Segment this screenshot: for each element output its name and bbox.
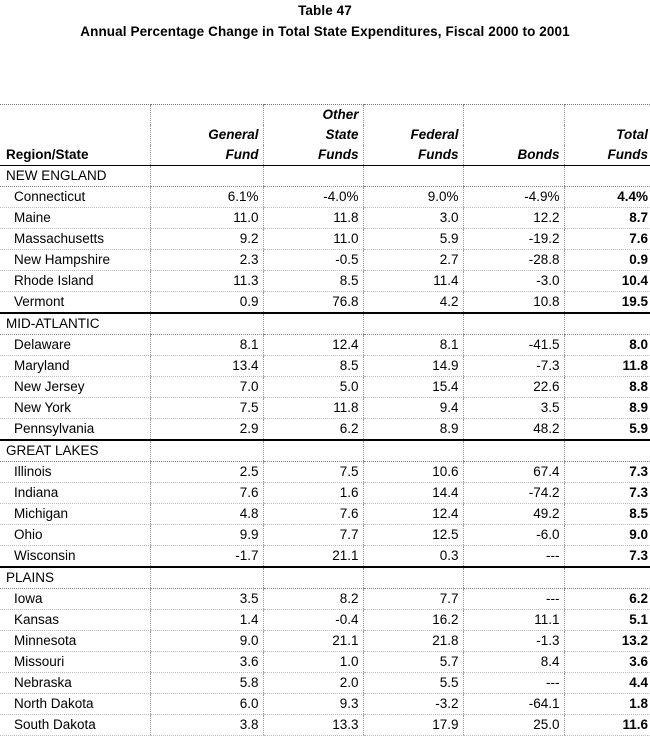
federal-cell: 2.7: [363, 250, 463, 271]
federal-cell: 3.0: [363, 208, 463, 229]
table-row: [0, 229, 650, 250]
other-cell: 7.7: [263, 525, 363, 546]
state-name: Ohio: [0, 525, 150, 546]
total-cell: 11.6: [564, 715, 650, 736]
state-name: Indiana: [0, 483, 150, 504]
table-row: [0, 208, 650, 229]
header-federal-3: Funds: [363, 145, 463, 166]
header-other-1: Other: [263, 105, 363, 126]
general-cell: 0.9: [150, 292, 263, 314]
region-empty-cell: [150, 567, 263, 589]
table-row: [0, 271, 650, 292]
other-cell: -0.5: [263, 250, 363, 271]
table-row: [0, 398, 650, 419]
region-label: NEW ENGLAND: [0, 166, 150, 187]
other-cell: -0.4: [263, 610, 363, 631]
table-row: [0, 673, 650, 694]
region-empty-cell: [263, 166, 363, 187]
region-empty-cell: [463, 567, 564, 589]
header-general-1: [150, 105, 263, 126]
bonds-cell: -6.0: [463, 525, 564, 546]
table-number: Table 47: [298, 3, 352, 18]
region-row: [0, 567, 650, 589]
general-cell: 7.5: [150, 398, 263, 419]
header-other-3: Funds: [263, 145, 363, 166]
total-cell: 1.8: [564, 694, 650, 715]
total-cell: 8.7: [564, 208, 650, 229]
bonds-cell: 10.8: [463, 292, 564, 314]
table-row: [0, 715, 650, 736]
total-cell: 10.4: [564, 271, 650, 292]
region-empty-cell: [150, 313, 263, 335]
total-cell: 5.1: [564, 610, 650, 631]
table-row: [0, 356, 650, 377]
bonds-cell: ---: [463, 546, 564, 568]
other-cell: 12.4: [263, 335, 363, 356]
general-cell: 3.6: [150, 652, 263, 673]
state-name: Kansas: [0, 610, 150, 631]
region-empty-cell: [263, 440, 363, 462]
table-row: [0, 335, 650, 356]
region-row: [0, 313, 650, 335]
federal-cell: 0.3: [363, 546, 463, 568]
header-federal-2: Federal: [363, 125, 463, 145]
state-name: Connecticut: [0, 187, 150, 208]
other-cell: 21.1: [263, 631, 363, 652]
table-row: [0, 631, 650, 652]
state-name: Iowa: [0, 589, 150, 610]
state-name: South Dakota: [0, 715, 150, 736]
state-name: New Jersey: [0, 377, 150, 398]
federal-cell: 12.5: [363, 525, 463, 546]
table-row: [0, 546, 650, 568]
bonds-cell: 48.2: [463, 419, 564, 441]
general-cell: 3.5: [150, 589, 263, 610]
table-row: [0, 525, 650, 546]
total-cell: 8.0: [564, 335, 650, 356]
header-total-1: [564, 105, 650, 126]
table-row: [0, 504, 650, 525]
header-total-2: Total: [564, 125, 650, 145]
header-other-2: State: [263, 125, 363, 145]
general-cell: 5.8: [150, 673, 263, 694]
header-stub-blank: [0, 105, 150, 126]
general-cell: 2.5: [150, 462, 263, 483]
federal-cell: 15.4: [363, 377, 463, 398]
state-name: Minnesota: [0, 631, 150, 652]
federal-cell: 5.5: [363, 673, 463, 694]
federal-cell: 9.0%: [363, 187, 463, 208]
bonds-cell: ---: [463, 673, 564, 694]
federal-cell: 14.4: [363, 483, 463, 504]
other-cell: 11.8: [263, 208, 363, 229]
general-cell: 4.8: [150, 504, 263, 525]
region-empty-cell: [463, 313, 564, 335]
table-row: [0, 377, 650, 398]
header-stub-blank-2: [0, 125, 150, 145]
other-cell: 2.0: [263, 673, 363, 694]
table-row: [0, 610, 650, 631]
table-row: [0, 250, 650, 271]
total-cell: 4.4: [564, 673, 650, 694]
state-name: Nebraska: [0, 673, 150, 694]
general-cell: 6.1%: [150, 187, 263, 208]
other-cell: 5.0: [263, 377, 363, 398]
table-row: [0, 589, 650, 610]
state-name: Maine: [0, 208, 150, 229]
bonds-cell: -28.8: [463, 250, 564, 271]
state-name: Illinois: [0, 462, 150, 483]
federal-cell: 8.1: [363, 335, 463, 356]
state-name: Delaware: [0, 335, 150, 356]
state-name: Rhode Island: [0, 271, 150, 292]
state-name: New York: [0, 398, 150, 419]
region-empty-cell: [150, 440, 263, 462]
table-row: [0, 462, 650, 483]
bonds-cell: 11.1: [463, 610, 564, 631]
header-region-state: Region/State: [0, 145, 150, 166]
bonds-cell: -1.3: [463, 631, 564, 652]
table-title: Annual Percentage Change in Total State Expenditures, Fiscal 2000 to 2001: [80, 24, 570, 39]
general-cell: 3.8: [150, 715, 263, 736]
total-cell: 5.9: [564, 419, 650, 441]
header-row-1: [0, 105, 650, 126]
bonds-cell: 12.2: [463, 208, 564, 229]
bonds-cell: -64.1: [463, 694, 564, 715]
federal-cell: 14.9: [363, 356, 463, 377]
total-cell: 6.2: [564, 589, 650, 610]
total-cell: 8.9: [564, 398, 650, 419]
bonds-cell: 25.0: [463, 715, 564, 736]
total-cell: 8.5: [564, 504, 650, 525]
region-empty-cell: [564, 166, 650, 187]
total-cell: 3.6: [564, 652, 650, 673]
bonds-cell: 67.4: [463, 462, 564, 483]
federal-cell: 21.8: [363, 631, 463, 652]
general-cell: 6.0: [150, 694, 263, 715]
other-cell: 1.6: [263, 483, 363, 504]
general-cell: -1.7: [150, 546, 263, 568]
region-empty-cell: [564, 313, 650, 335]
table-row: [0, 419, 650, 441]
state-name: Missouri: [0, 652, 150, 673]
total-cell: 9.0: [564, 525, 650, 546]
table-row: [0, 652, 650, 673]
state-name: Wisconsin: [0, 546, 150, 568]
bonds-cell: ---: [463, 589, 564, 610]
region-empty-cell: [263, 567, 363, 589]
region-label: MID-ATLANTIC: [0, 313, 150, 335]
total-cell: 8.8: [564, 377, 650, 398]
general-cell: 7.0: [150, 377, 263, 398]
other-cell: 8.5: [263, 356, 363, 377]
header-total-3: Funds: [564, 145, 650, 166]
general-cell: 8.1: [150, 335, 263, 356]
region-empty-cell: [463, 166, 564, 187]
other-cell: 76.8: [263, 292, 363, 314]
general-cell: 1.4: [150, 610, 263, 631]
total-cell: 11.8: [564, 356, 650, 377]
other-cell: 11.8: [263, 398, 363, 419]
header-federal-1: [363, 105, 463, 126]
header-bonds-2: [463, 125, 564, 145]
bonds-cell: 22.6: [463, 377, 564, 398]
region-empty-cell: [363, 440, 463, 462]
header-general-3: Fund: [150, 145, 263, 166]
general-cell: 13.4: [150, 356, 263, 377]
total-cell: 13.2: [564, 631, 650, 652]
header-row-2: [0, 125, 650, 145]
table-body: [0, 166, 650, 736]
bonds-cell: 49.2: [463, 504, 564, 525]
total-cell: 7.3: [564, 462, 650, 483]
state-name: North Dakota: [0, 694, 150, 715]
bonds-cell: 3.5: [463, 398, 564, 419]
federal-cell: 10.6: [363, 462, 463, 483]
region-label: GREAT LAKES: [0, 440, 150, 462]
federal-cell: 16.2: [363, 610, 463, 631]
state-name: Vermont: [0, 292, 150, 314]
federal-cell: 17.9: [363, 715, 463, 736]
region-empty-cell: [564, 440, 650, 462]
table-row: [0, 694, 650, 715]
bonds-cell: -41.5: [463, 335, 564, 356]
total-cell: 0.9: [564, 250, 650, 271]
federal-cell: -3.2: [363, 694, 463, 715]
federal-cell: 8.9: [363, 419, 463, 441]
general-cell: 7.6: [150, 483, 263, 504]
region-empty-cell: [150, 166, 263, 187]
other-cell: -4.0%: [263, 187, 363, 208]
expenditures-table: [0, 104, 650, 736]
general-cell: 11.0: [150, 208, 263, 229]
other-cell: 7.6: [263, 504, 363, 525]
bonds-cell: -7.3: [463, 356, 564, 377]
state-name: Maryland: [0, 356, 150, 377]
bonds-cell: -3.0: [463, 271, 564, 292]
state-name: Michigan: [0, 504, 150, 525]
total-cell: 7.3: [564, 546, 650, 568]
region-row: [0, 440, 650, 462]
general-cell: 9.2: [150, 229, 263, 250]
state-name: Pennsylvania: [0, 419, 150, 441]
federal-cell: 5.7: [363, 652, 463, 673]
other-cell: 8.5: [263, 271, 363, 292]
other-cell: 1.0: [263, 652, 363, 673]
other-cell: 11.0: [263, 229, 363, 250]
other-cell: 21.1: [263, 546, 363, 568]
other-cell: 13.3: [263, 715, 363, 736]
general-cell: 9.0: [150, 631, 263, 652]
general-cell: 9.9: [150, 525, 263, 546]
federal-cell: 11.4: [363, 271, 463, 292]
general-cell: 2.3: [150, 250, 263, 271]
region-empty-cell: [564, 567, 650, 589]
header-bonds-1: [463, 105, 564, 126]
total-cell: 19.5: [564, 292, 650, 314]
header-bonds-3: Bonds: [463, 145, 564, 166]
federal-cell: 7.7: [363, 589, 463, 610]
state-name: Massachusetts: [0, 229, 150, 250]
state-name: New Hampshire: [0, 250, 150, 271]
table-row: [0, 292, 650, 314]
federal-cell: 9.4: [363, 398, 463, 419]
region-empty-cell: [463, 440, 564, 462]
total-cell: 4.4%: [564, 187, 650, 208]
other-cell: 9.3: [263, 694, 363, 715]
total-cell: 7.3: [564, 483, 650, 504]
bonds-cell: -4.9%: [463, 187, 564, 208]
region-empty-cell: [363, 567, 463, 589]
header-row-3: [0, 145, 650, 166]
region-empty-cell: [363, 166, 463, 187]
table-row: [0, 483, 650, 504]
region-empty-cell: [263, 313, 363, 335]
other-cell: 6.2: [263, 419, 363, 441]
other-cell: 8.2: [263, 589, 363, 610]
bonds-cell: -19.2: [463, 229, 564, 250]
general-cell: 2.9: [150, 419, 263, 441]
total-cell: 7.6: [564, 229, 650, 250]
region-label: PLAINS: [0, 567, 150, 589]
region-row: [0, 166, 650, 187]
general-cell: 11.3: [150, 271, 263, 292]
federal-cell: 5.9: [363, 229, 463, 250]
other-cell: 7.5: [263, 462, 363, 483]
header-general-2: General: [150, 125, 263, 145]
region-empty-cell: [363, 313, 463, 335]
federal-cell: 12.4: [363, 504, 463, 525]
bonds-cell: 8.4: [463, 652, 564, 673]
table-row: [0, 187, 650, 208]
bonds-cell: -74.2: [463, 483, 564, 504]
federal-cell: 4.2: [363, 292, 463, 314]
